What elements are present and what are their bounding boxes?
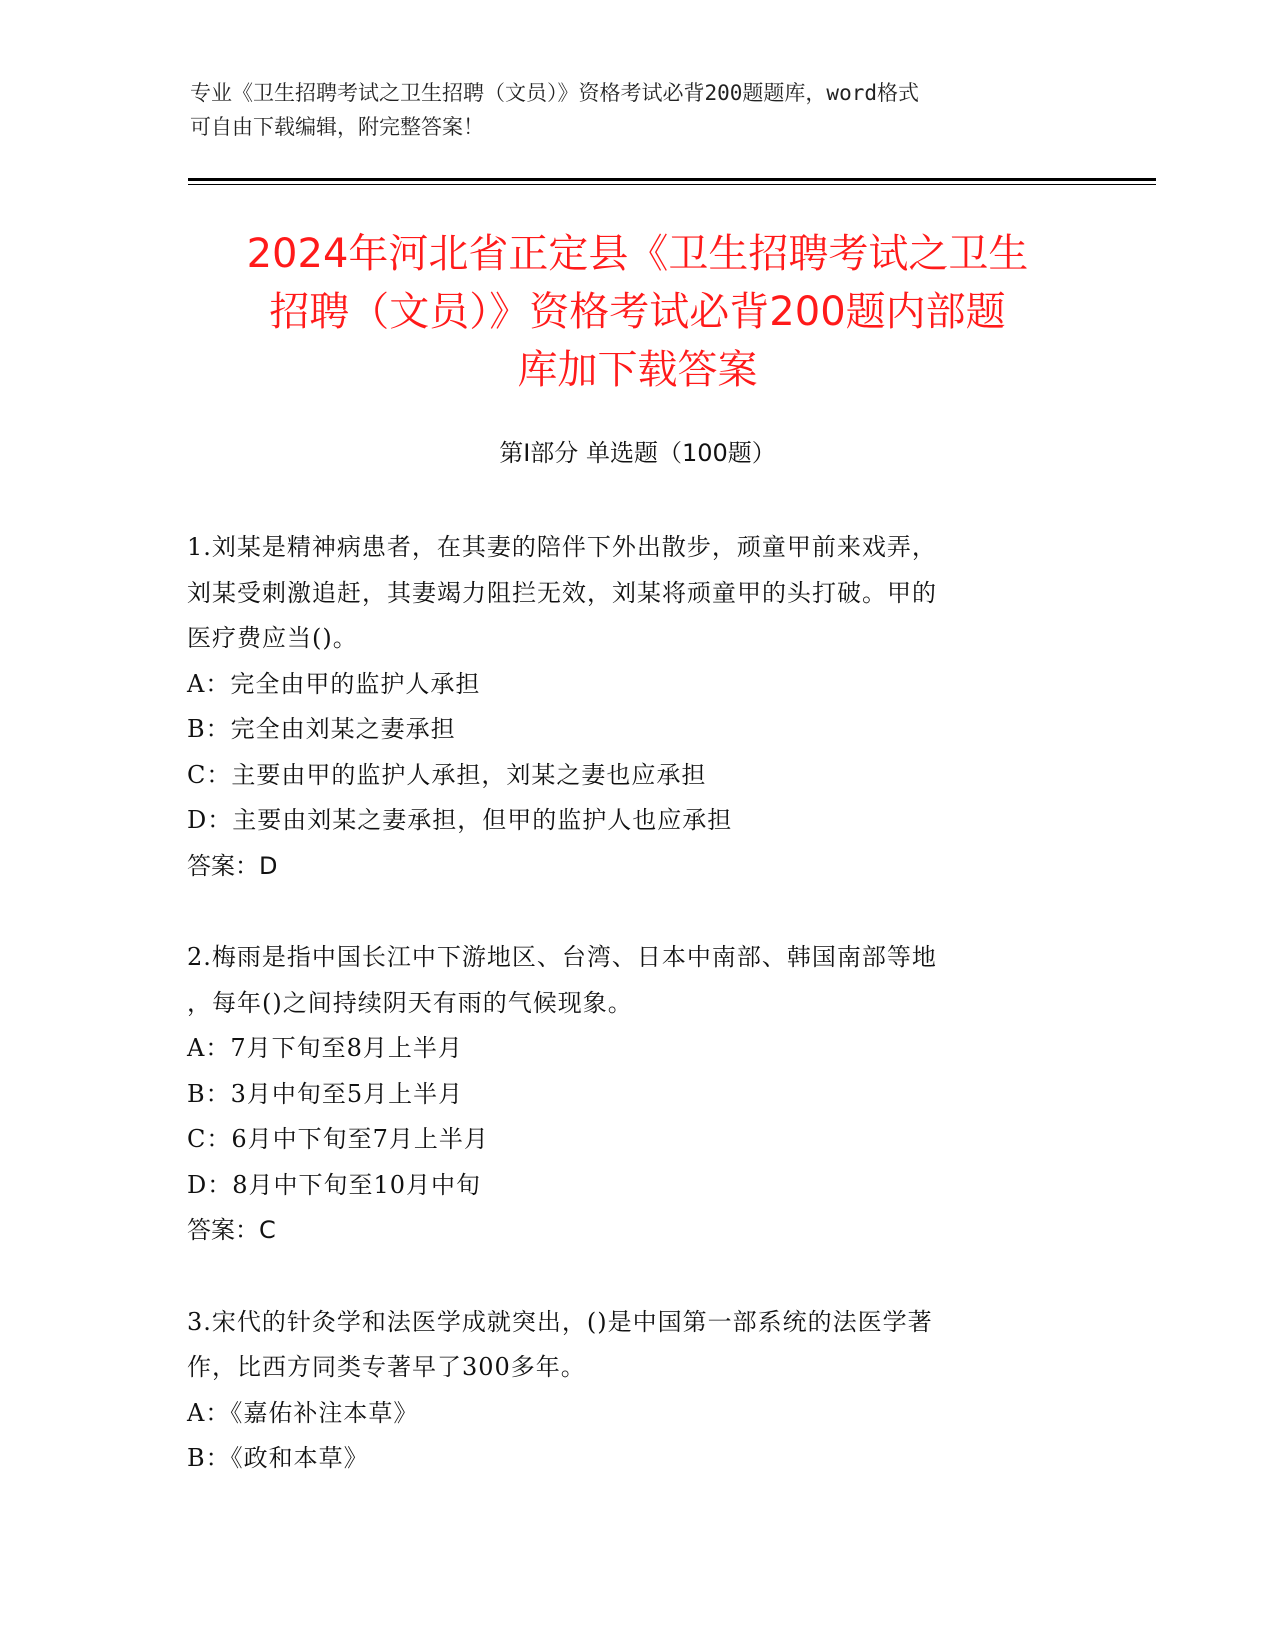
header-rule-thin bbox=[188, 184, 1156, 185]
title-line: 2024年河北省正定县《卫生招聘考试之卫生 bbox=[246, 231, 1029, 277]
answer-line: 答案：D bbox=[187, 851, 278, 880]
option-c: C：主要由甲的监护人承担，刘某之妻也应承担 bbox=[187, 760, 707, 789]
option-a: A：完全由甲的监护人承担 bbox=[187, 669, 481, 698]
header-note-line: 专业《卫生招聘考试之卫生招聘（文员）》资格考试必背200题题库，word格式 bbox=[190, 81, 919, 105]
answer-line: 答案：C bbox=[187, 1216, 276, 1244]
option-b: B：3月中旬至5月上半月 bbox=[187, 1079, 464, 1108]
option-b: B：《政和本草》 bbox=[187, 1444, 369, 1472]
header-note-line: 可自由下载编辑，附完整答案！ bbox=[190, 115, 484, 139]
title-line: 招聘（文员）》资格考试必背200题内部题 bbox=[269, 289, 1006, 335]
question-stem-line: 医疗费应当()。 bbox=[187, 624, 358, 652]
question-1 bbox=[187, 525, 1087, 889]
question-stem-line: 作，比西方同类专著早了300多年。 bbox=[187, 1353, 586, 1381]
header-rule-thick bbox=[188, 178, 1156, 181]
option-c: C：6月中下旬至7月上半月 bbox=[187, 1125, 489, 1153]
option-b: B：完全由刘某之妻承担 bbox=[187, 715, 456, 743]
question-list bbox=[187, 525, 1087, 1528]
question-stem-line: 1.刘某是精神病患者，在其妻的陪伴下外出散步，顽童甲前来戏弄， bbox=[187, 533, 937, 561]
option-d: D：主要由刘某之妻承担，但甲的监护人也应承担 bbox=[187, 806, 733, 834]
document-title bbox=[150, 225, 1125, 399]
question-3 bbox=[187, 1300, 1087, 1482]
question-stem-line: 刘某受刺激追赶，其妻竭力阻拦无效，刘某将顽童甲的头打破。甲的 bbox=[187, 578, 937, 607]
question-stem-line: ，每年()之间持续阴天有雨的气候现象。 bbox=[187, 988, 633, 1017]
question-2 bbox=[187, 935, 1087, 1254]
option-a: A：《嘉佑补注本草》 bbox=[187, 1398, 419, 1427]
question-stem-line: 2.梅雨是指中国长江中下游地区、台湾、日本中南部、韩国南部等地 bbox=[187, 943, 937, 971]
section-heading: 第Ⅰ部分 单选题（100题） bbox=[499, 439, 776, 467]
question-stem-line: 3.宋代的针灸学和法医学成就突出，()是中国第一部系统的法医学著 bbox=[187, 1307, 933, 1336]
option-d: D：8月中下旬至10月中旬 bbox=[187, 1170, 482, 1199]
option-a: A：7月下旬至8月上半月 bbox=[187, 1034, 463, 1062]
title-line: 库加下载答案 bbox=[517, 347, 758, 393]
header-note bbox=[190, 76, 1070, 144]
